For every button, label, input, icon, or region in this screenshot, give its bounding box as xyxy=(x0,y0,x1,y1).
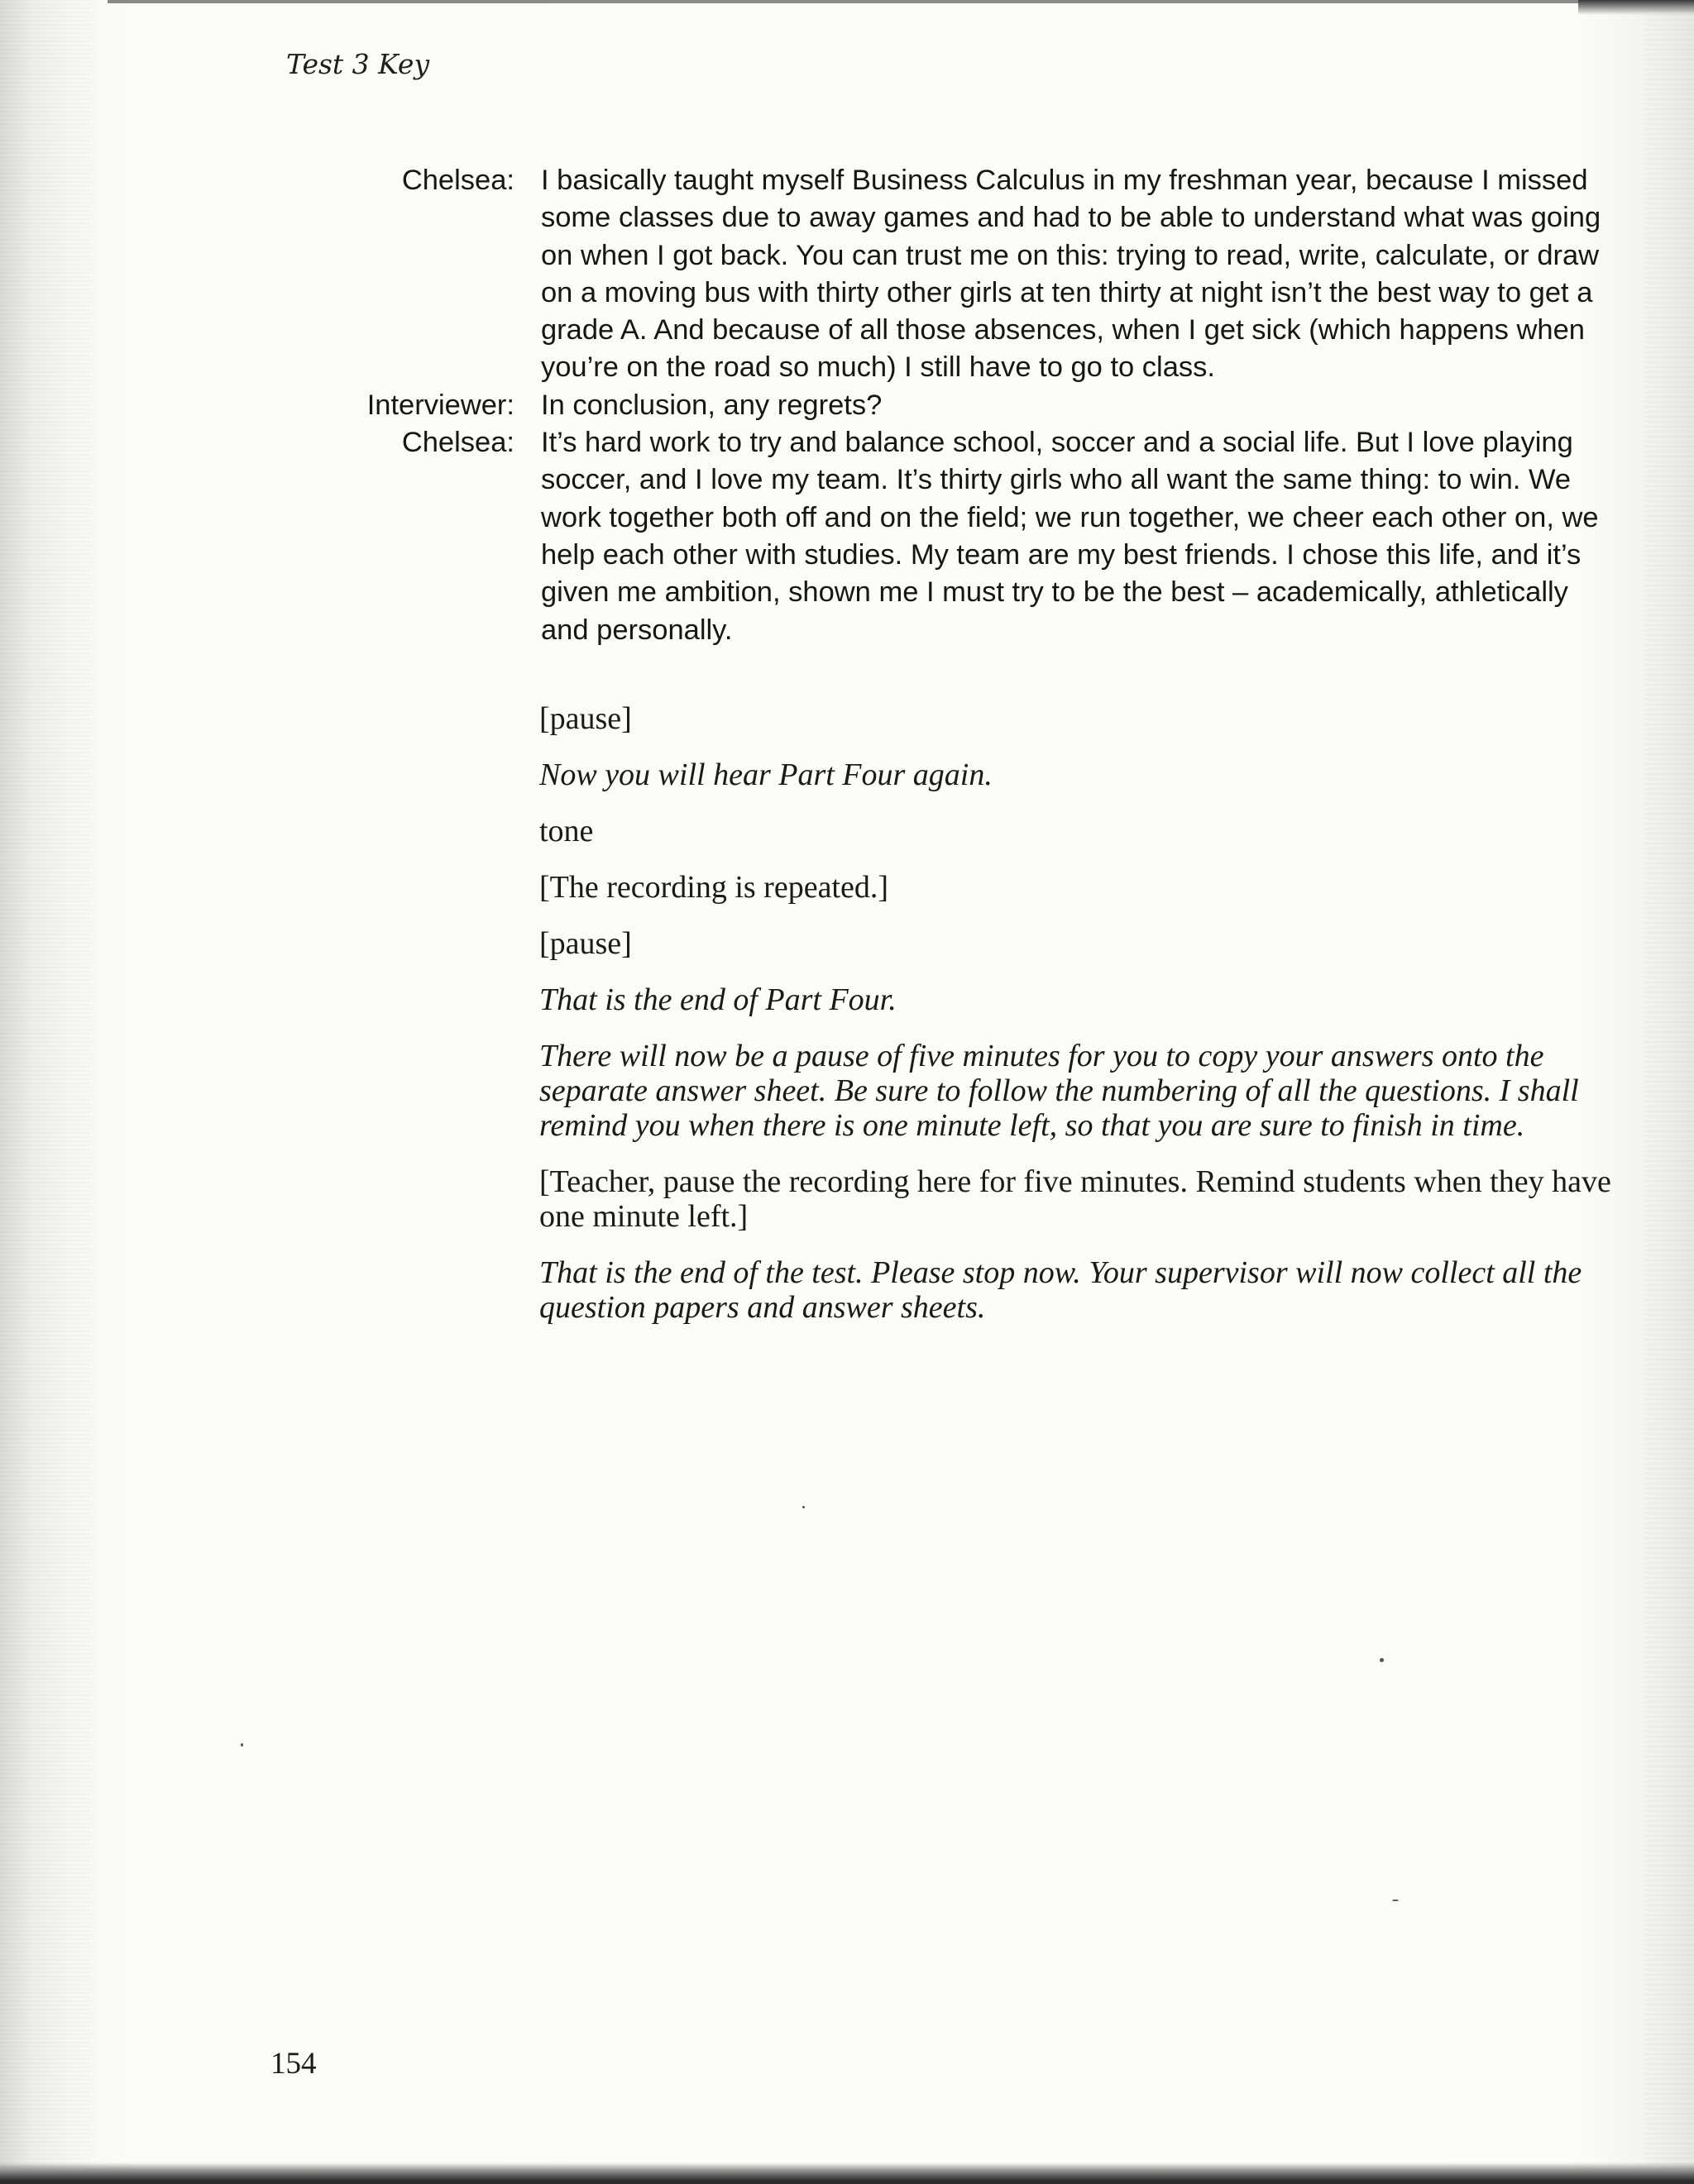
speaker-label: Chelsea: xyxy=(401,427,514,459)
dialogue-turn xyxy=(248,387,1654,424)
scan-speck xyxy=(241,1743,243,1747)
recording-instructions xyxy=(539,701,1631,1346)
page-number: 154 xyxy=(270,2047,317,2081)
instruction-line: [The recording is repeated.] xyxy=(539,870,889,905)
instruction-line: There will now be a pause of five minutes for you to copy your answers onto the separate answer sheet. Be sure to follow the numbering of all the questions. I shall remind you when there is one minute left, so that you are sure to finish in time. xyxy=(539,1039,1579,1143)
dialogue-turn xyxy=(248,424,1654,649)
instruction-line: That is the end of Part Four. xyxy=(539,982,897,1017)
scan-speck xyxy=(1380,1658,1384,1662)
instruction-line: [Teacher, pause the recording here for five minutes. Remind students when they have one minute left.] xyxy=(539,1164,1611,1234)
bottom-edge-shadow xyxy=(0,2162,1694,2184)
dialogue-transcript xyxy=(248,162,1654,649)
instruction-line: Now you will hear Part Four again. xyxy=(539,757,993,792)
instruction-line: tone xyxy=(539,814,594,848)
scan-speck xyxy=(802,1506,805,1508)
speech-text: In conclusion, any regrets? xyxy=(541,389,883,421)
instruction-line: [pause] xyxy=(539,926,632,961)
top-edge-line xyxy=(108,0,1580,3)
speech-text: I basically taught myself Business Calculus in my freshman year, because I missed some classes due to away games and had to be able to understand what was going on when I got back. You can trust me on this: trying to read, write, calculate, or draw on a moving bus with thirty other girls at ten thirty at night isn’t the best way to get a grade A. And because of all those absences, when I get sick (which happens when you’re on the road so much) I still have to go to class. xyxy=(541,165,1601,384)
instruction-line: That is the end of the test. Please stop now. Your supervisor will now collect all the question papers and answer sheets. xyxy=(539,1255,1582,1325)
dialogue-turn xyxy=(248,162,1654,387)
scan-shadow-left xyxy=(0,0,91,2184)
scan-speck xyxy=(1392,1900,1399,1901)
speech-text: It’s hard work to try and balance school, soccer and a social life. But I love playing soccer, and I love my team. It’s thirty girls who all want the same thing: to win. We work together both off and on the field; we run together, we cheer each other on, we help each other with studies. My team are my best friends. I chose this life, and it’s given me ambition, shown me I must try to be the best – academically, athletically and personally. xyxy=(541,427,1599,646)
instruction-line: [pause] xyxy=(539,701,632,736)
running-head: Test 3 Key xyxy=(286,48,430,80)
speaker-label: Interviewer: xyxy=(366,389,514,421)
page-corner-shadow xyxy=(1578,0,1694,15)
speaker-label: Chelsea: xyxy=(401,165,514,196)
